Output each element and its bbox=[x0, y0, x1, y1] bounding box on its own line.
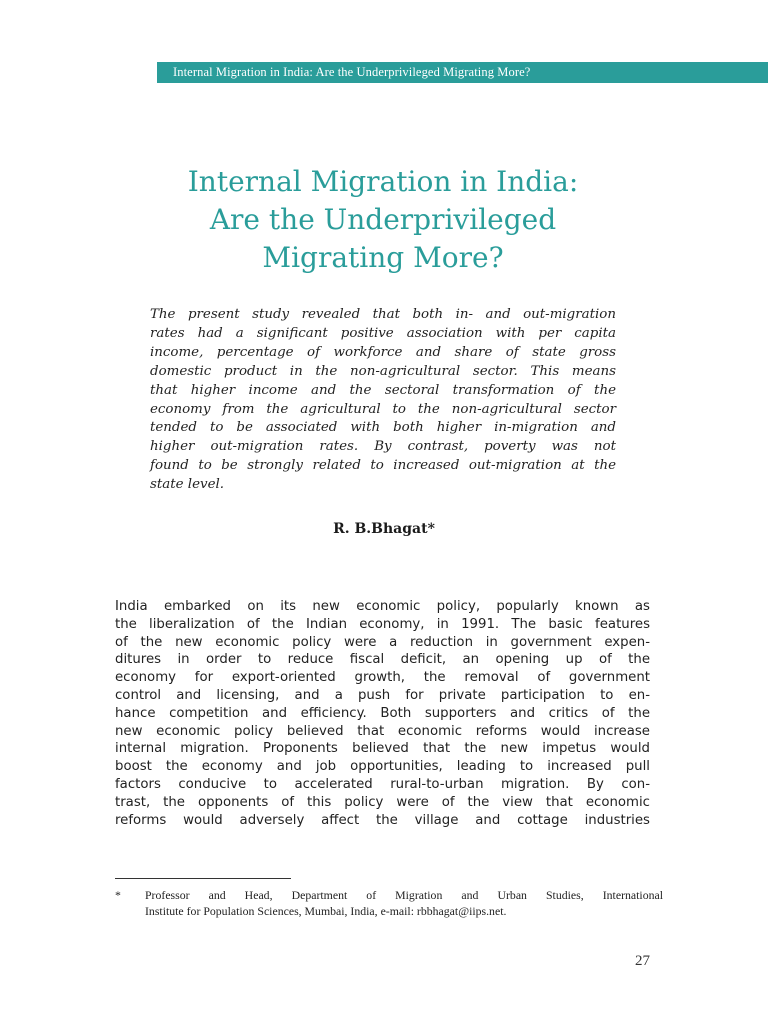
abstract-line: economy from the agricultural to the non-agricultural sector bbox=[150, 401, 616, 417]
abstract-line: income, percentage of workforce and share of state gross bbox=[150, 344, 616, 360]
body-line: reforms would adversely affect the village and cottage industries bbox=[115, 812, 650, 828]
author-name: R. B.Bhagat* bbox=[333, 521, 435, 537]
body-line: economy for export-oriented growth, the removal of government bbox=[115, 670, 650, 686]
body-line: trast, the opponents of this policy were of the view that economic bbox=[115, 794, 650, 810]
abstract-line: state level. bbox=[150, 477, 225, 493]
abstract-line: higher out-migration rates. By contrast, poverty was not bbox=[150, 439, 616, 455]
body-line: ditures in order to reduce fiscal deficit, an opening up of the bbox=[115, 652, 650, 668]
running-header-title: Internal Migration in India: Are the Underprivileged Migrating More? bbox=[173, 65, 531, 79]
footnote-line: Institute for Population Sciences, Mumbai, India, e-mail: rbbhagat@iips.net. bbox=[145, 904, 507, 918]
abstract-line: The present study revealed that both in- and out-migration bbox=[150, 307, 616, 322]
footnote-line: Professor and Head, Department of Migration and Urban Studies, International bbox=[145, 888, 663, 902]
body-line: factors conducive to accelerated rural-to-urban migration. By con- bbox=[115, 776, 650, 792]
body-line: the liberalization of the Indian economy, in 1991. The basic features bbox=[115, 616, 650, 632]
abstract-line: found to be strongly related to increased out-migration at the bbox=[150, 458, 616, 474]
body-line: new economic policy believed that economic reforms would increase bbox=[115, 723, 650, 739]
body-line: of the new economic policy were a reduction in government expen- bbox=[115, 634, 650, 650]
article-title-line: Are the Underprivileged bbox=[209, 203, 557, 236]
article-title-line: Migrating More? bbox=[262, 241, 504, 274]
body-line: hance competition and efficiency. Both supporters and critics of the bbox=[115, 705, 650, 721]
footnote-divider bbox=[115, 878, 291, 879]
body-line: control and licensing, and a push for private participation to en- bbox=[115, 687, 650, 703]
abstract-line: domestic product in the non-agricultural sector. This means bbox=[150, 363, 616, 379]
article-title-line: Internal Migration in India: bbox=[187, 165, 579, 198]
footnote-marker: * bbox=[115, 888, 121, 902]
abstract-line: that higher income and the sectoral transformation of the bbox=[150, 382, 616, 398]
body-line: India embarked on its new economic policy, popularly known as bbox=[115, 599, 650, 614]
abstract-line: tended to be associated with both higher in-migration and bbox=[150, 420, 616, 436]
article-title bbox=[100, 163, 666, 277]
abstract-line: rates had a significant positive association with per capita bbox=[150, 325, 616, 341]
footnote-text bbox=[145, 887, 663, 919]
body-paragraph bbox=[115, 598, 650, 829]
body-line: internal migration. Proponents believed that the new impetus would bbox=[115, 741, 650, 757]
abstract bbox=[150, 306, 616, 495]
page-number: 27 bbox=[635, 953, 650, 969]
running-header-bar bbox=[157, 62, 768, 83]
body-line: boost the economy and job opportunities, leading to increased pull bbox=[115, 759, 650, 775]
